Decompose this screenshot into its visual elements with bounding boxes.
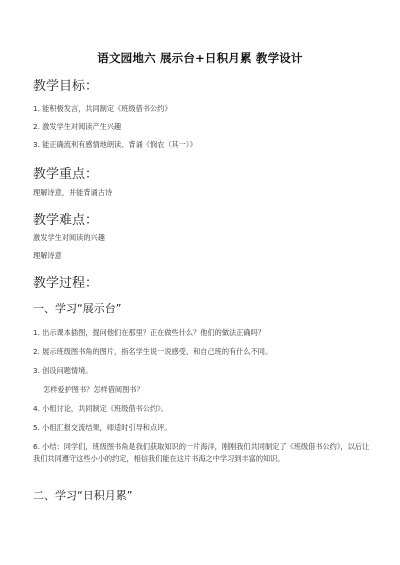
key-text: 理解诗意，并能背诵古诗 (33, 188, 113, 197)
process-step: 1. 出示课本插图，提问他们在那里？正在做些什么？他们的做法正确吗？ (33, 328, 265, 337)
difficulty-heading: 教学难点： (33, 213, 99, 228)
section1-heading: 一、学习“展示台” (33, 302, 122, 315)
goal-item: 3. 能正确流利有感情地朗读、背诵《悯农（其一）》 (33, 140, 197, 149)
process-step: 4. 小组讨论，共同制定《班级借书公约》。 (33, 404, 168, 413)
document-title: 语文园地六 展示台+日积月累 教学设计 (97, 51, 303, 65)
section2-heading: 二、学习“日积月累” (33, 489, 133, 502)
process-step: 2. 展示班级图书角的图片，指名学生说一说感受、和自己班的有什么不同。 (33, 347, 273, 356)
goal-item: 1. 能积极发言，共同制定《班级借书公约》 (33, 104, 172, 113)
difficulty-item: 激发学生对阅读的兴趣 (33, 233, 105, 242)
key-heading: 教学重点： (33, 167, 99, 182)
goal-item: 2. 激发学生对阅读产生兴趣 (33, 122, 122, 131)
process-heading: 教学过程： (33, 276, 99, 291)
process-summary: 6. 小结：同学们，班级图书角是我们获取知识的一片海洋，刚刚我们共同制定了《班级借书公约》，以后让我们共同遵守这些小小的约定，相信我们能在这片书海之中学习到丰富的知识。 (33, 442, 370, 463)
process-step: 3. 创设问题情境。 (33, 366, 93, 375)
difficulty-item: 理解诗意 (33, 251, 62, 260)
process-step: 5. 小组汇报交流结果，师适时引导和点评。 (33, 423, 172, 432)
process-step: 怎样爱护图书？怎样借阅图书？ (43, 385, 144, 394)
goals-heading: 教学目标： (33, 79, 99, 94)
